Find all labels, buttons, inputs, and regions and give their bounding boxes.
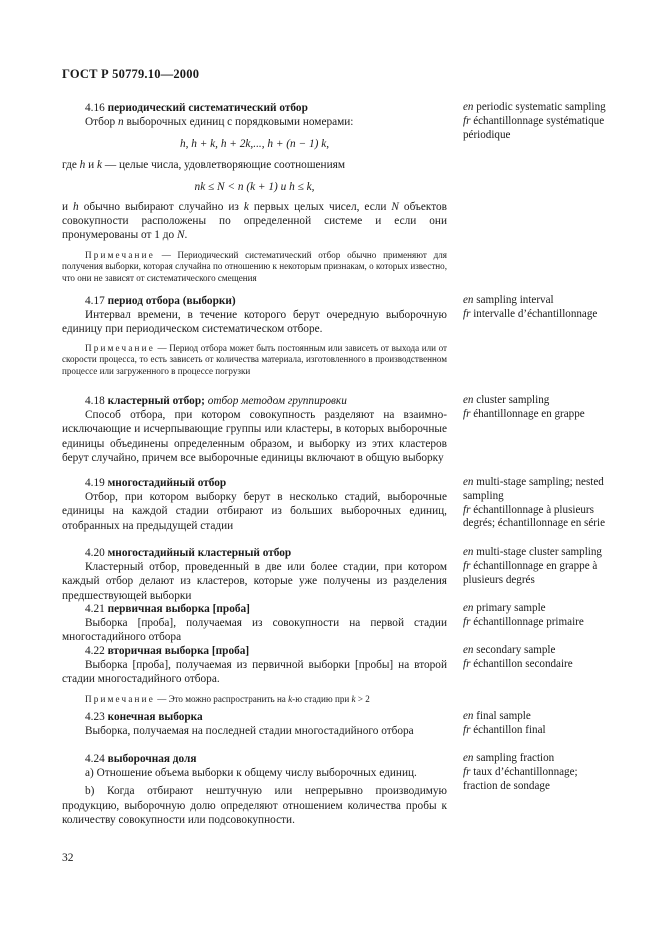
term: многостадийный отбор (107, 477, 227, 489)
term: выборочная доля (107, 753, 197, 765)
side-entry-4-16: en periodic systematic sampling fr échantillonnage systématique périodique (463, 101, 606, 141)
definition: Интервал времени, в течение которого берут очередную выборочную единицу при периодическом систематическом отборе. (62, 309, 447, 336)
term: кластерный отбор; (107, 395, 205, 407)
definition: Способ отбора, при котором совокупность разделяют на взаимно-исключающие и исчерпывающие группы или кластеры, в которых выборочные единицы объединены определенным образом, и выборку из этих кластеров берут случайно, причем все выборочные единицы включают в общую выборку (62, 409, 447, 464)
note: Примечание — Это можно распространить на k-ю стадию при k > 2 (85, 693, 370, 704)
definition: Отбор n выборочных единиц с порядковыми номерами: (85, 116, 354, 129)
term: конечная выборка (107, 711, 203, 723)
entry-4-22: 4.22 вторичная выборка [проба] Выборка [проба], получаемая из первичной выборки [пробы] на второй стадии многостадийного отбора. Примечание — Это можно распространить на k-ю стадию при k > 2 (62, 645, 447, 704)
entry-4-16 (62, 101, 447, 284)
definition-a: а) Отношение объема выборки к общему числу выборочных единиц. (85, 767, 417, 780)
document-header: ГОСТ Р 50779.10—2000 (62, 67, 200, 81)
definition: Кластерный отбор, проведенный в две или более стадии, при котором каждый отбор делают из кластеров, которые уже получены из разделения предшествующей выборки (62, 561, 447, 602)
term: многостадийный кластерный отбор (107, 547, 292, 559)
term: период отбора (выборки) (107, 295, 236, 307)
side-entry-4-22: en secondary sample fr échantillon secondaire (463, 644, 573, 670)
entry-4-20: 4.20 многостадийный кластерный отбор Кластерный отбор, проведенный в две или более стадии, при котором каждый отбор делают из кластеров, которые уже получены из разделения предшествующей выборки (62, 547, 447, 602)
note: Примечание — Периодический систематический отбор обычно применяют для получения выборки, которая случайна по отношению к некоторым признакам, о которых известно, что они не зависят от систематического смещения (62, 249, 447, 283)
term: первичная выборка [проба] (107, 603, 250, 615)
side-entry-4-17: en sampling interval fr intervalle d’échantillonnage (463, 294, 598, 320)
side-entry-4-18: en cluster sampling fr éhantillonnage en grappe (463, 394, 585, 420)
term-number: 4.16 (85, 102, 105, 114)
entry-4-18: 4.18 кластерный отбор; отбор методом группировки Способ отбора, при котором совокупность разделяют на взаимно-исключающие и исчерпывающие группы или кластеры, в которых выборочные единицы объединены определенным образом, и выборку из этих кластеров берут случайно, причем все выборочные единицы включают в общую выборку (62, 395, 447, 464)
formula: nk ≤ N < n (k + 1) и h ≤ k, (194, 180, 315, 193)
definition: и h обычно выбирают случайно из k первых целых чисел, если N объектов совокупности расположены по определенной системе и если они пронумерованы от 1 до N. (62, 201, 448, 242)
side-entry-4-24: en sampling fraction fr taux d’échantillonnage; fraction de sondage (463, 752, 578, 792)
alt-term: отбор методом группировки (207, 395, 347, 407)
entry-4-19: 4.19 многостадийный отбор Отбор, при котором выборку берут в несколько стадий, выборочные единицы на каждой стадии отбирают из больших выборочных единиц, отобранных на предыдущей стадии (62, 477, 447, 532)
formula: h, h + k, h + 2k,..., h + (n − 1) k, (179, 138, 330, 151)
definition: Выборка [проба], получаемая из первичной выборки [пробы] на второй стадии многостадийного отбора. (62, 659, 447, 686)
definition: Выборка, получаемая на последней стадии многостадийного отбора (85, 725, 414, 738)
definition-b: b) Когда отбирают нештучную или непрерывно производимую продукцию, выборочную долю определяют отношением количества пробы к количеству совокупности или подсовокупности. (62, 785, 447, 826)
entry-4-23: 4.23 конечная выборка Выборка, получаемая на последней стадии многостадийного отбора (62, 710, 447, 738)
definition: Отбор, при котором выборку берут в несколько стадий, выборочные единицы на каждой стадии отбирают из больших выборочных единиц, отобранных на предыдущей стадии (62, 491, 447, 532)
note: Примечание — Период отбора может быть постоянным или зависеть от выхода или от скорости процесса, то есть зависеть от количества материала, изготовленного в производственном процессе или загруженного в процессе погрузки (62, 342, 447, 376)
side-entry-4-21: en primary sample fr échantillonnage primaire (463, 602, 584, 628)
definition: где h и k — целые числа, удовлетворяющие соотношениям (62, 158, 345, 171)
definition: Выборка [проба], получаемая из совокупности на первой стадии многостадийного отбора (62, 617, 447, 644)
side-entry-4-20: en multi-stage cluster sampling fr échantillonnage en grappe à plusieurs degrés (463, 546, 602, 586)
term: вторичная выборка [проба] (107, 645, 250, 657)
side-entry-4-23: en final sample fr échantillon final (463, 710, 546, 736)
side-entry-4-19: en multi-stage sampling; nested sampling fr échantillonnage à plusieurs degrés; échantillonnage en série (463, 476, 605, 530)
entry-4-21: 4.21 первичная выборка [проба] Выборка [проба], получаемая из совокупности на первой стадии многостадийного отбора (62, 603, 447, 644)
page-number: 32 (62, 852, 74, 864)
entry-4-24: 4.24 выборочная доля а) Отношение объема выборки к общему числу выборочных единиц. b) Когда отбирают нештучную или непрерывно производимую продукцию, выборочную долю определяют отношением количества пробы к количеству совокупности или подсовокупности. (62, 753, 447, 826)
entry-4-17: 4.17 период отбора (выборки) Интервал времени, в течение которого берут очередную выборочную единицу при периодическом систематическом отборе. Примечание — Период отбора может быть постоянным или зависеть от выхода или от скорости процесса, то есть зависеть от количества материала, изготовленного в производственном процессе или загруженного в процессе погрузки (62, 295, 447, 376)
term: периодический систематический отбор (107, 102, 308, 114)
